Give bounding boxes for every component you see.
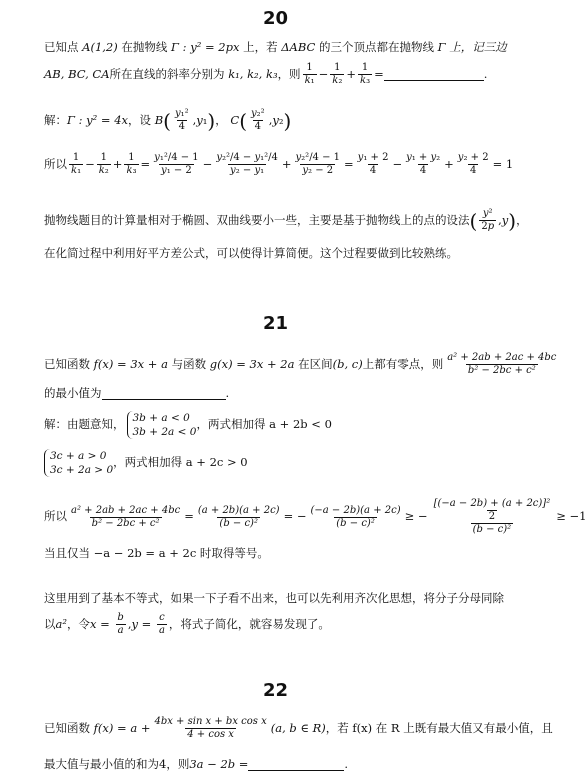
text: 抛物线题目的计算量相对于椭圆、双曲线要小一些，主要是基于抛物线上的点的设法 bbox=[44, 212, 470, 227]
text: 所以 bbox=[44, 156, 67, 171]
problem-21-equality-line: 当且仅当 −a − 2b = a + 2c 时取得等号。 bbox=[44, 546, 269, 560]
math: ≥ −1 bbox=[556, 509, 586, 524]
problem-21-chain-line: 所以 $\frac{\text{a² + 2ab + 2ac + 4bc}}{\text{b² − 2bc + c²}}$ = $\frac{(a + 2b)(a + 2c)}{\text{(b − c)²}}$ = − $\frac{(-a - 2b)(a + 2c)}{\text{(b − c)²}}$ ≥ − $\frac{\frac{\text{[(−a − 2b) + (a + 2c)]²}}{2}}{\text{(b − c)²}}$ ≥ −1 bbox=[44, 498, 586, 535]
answer-blank bbox=[248, 758, 344, 771]
math: (b, c) bbox=[332, 356, 363, 371]
problem-number: 22 bbox=[262, 680, 289, 701]
text: 的三个顶点都在抛物线 bbox=[318, 40, 434, 54]
problem-21-question-line-2: 的最小值为 . bbox=[44, 385, 230, 400]
text: 最大值与最小值的和为 bbox=[44, 756, 159, 771]
text: ，两式相加得 a + 2b < 0 bbox=[196, 417, 332, 432]
fraction: $\frac{\text{a² + 2ab + 2ac + 4bc}}{\text{b² − 2bc + c²}}$ bbox=[71, 504, 181, 529]
fraction: $\frac{\text{y₁ + 2}}{4}$ bbox=[357, 152, 389, 176]
text: ，设 bbox=[128, 112, 152, 127]
math: ΔABC bbox=[281, 40, 316, 54]
text: 与函数 bbox=[171, 356, 207, 371]
math: (a, b ∈ R) bbox=[270, 720, 326, 735]
fraction: $\frac{(-a - 2b)(a + 2c)}{\text{(b − c)²}}$ bbox=[310, 504, 401, 529]
text: 以 bbox=[44, 616, 56, 631]
problem-20-comment-line-2: 在化简过程中利用好平方差公式，可以使得计算简便。这个过程要做到比较熟练。 bbox=[44, 246, 458, 260]
text: 在区间 bbox=[298, 356, 333, 371]
text: Γ 上，记三边 bbox=[437, 40, 507, 54]
math: AB, BC, CA bbox=[44, 66, 110, 81]
fraction: $\frac{c}{a}$ bbox=[158, 612, 165, 636]
problem-20-question-line-1 bbox=[44, 42, 507, 54]
problem-20-comment-line-1: 抛物线题目的计算量相对于椭圆、双曲线要小一些，主要是基于抛物线上的点的设法 ( $\frac{\text{y²}}{2p}$ , y ) ， bbox=[44, 208, 528, 233]
fraction: $\frac{\text{y₂²/4 − 1}}{\text{y₂ − 2}}$ bbox=[295, 152, 341, 176]
text: 解：由题意知， bbox=[44, 417, 125, 432]
fraction: $\frac{\text{y₁ + y₂}}{4}$ bbox=[406, 152, 441, 176]
text: 所以 bbox=[44, 509, 67, 524]
math: Γ : y² = 4x bbox=[67, 112, 129, 127]
problem-21-comment-line-2: 以 a² ，令 x = $\frac{b}{a}$ , y = $\frac{c}{a}$ ，将式子简化，就容易发现了。 bbox=[44, 612, 330, 636]
problem-22-question-line-1 bbox=[44, 716, 553, 741]
math: 3b + 2a < 0 bbox=[132, 426, 197, 439]
text: 所在直线的斜率分别为 bbox=[109, 66, 225, 81]
math: k₁, k₂, k₃ bbox=[228, 66, 278, 81]
fraction: $\frac{\text{4bx + sin x + bx cos x}}{\text{4 + cos x}}$ bbox=[154, 716, 267, 740]
problem-21-question-line-1 bbox=[44, 352, 560, 377]
text: ，将式子简化，就容易发现了。 bbox=[168, 616, 330, 631]
fraction: $\frac{\text{y₂ + 2}}{4}$ bbox=[457, 152, 489, 176]
fraction: $\frac{\text{y₂²}}{4}$ bbox=[251, 108, 265, 132]
text: 在抛物线 bbox=[121, 40, 168, 54]
fraction: $\frac{\text{y₁²}}{4}$ bbox=[174, 108, 189, 132]
math: C bbox=[230, 112, 240, 127]
problem-number: 20 bbox=[262, 8, 289, 29]
problem-21-solution-line-2 bbox=[44, 449, 248, 477]
fraction: $\frac{1}{\text{k₂}}$ bbox=[98, 152, 109, 176]
answer-blank bbox=[384, 68, 484, 81]
problem-22-question-line-2: 最大值与最小值的和为 4 ，则 3a − 2b = . bbox=[44, 756, 349, 771]
text: 已知函数 bbox=[44, 720, 90, 735]
fraction: $\frac{\text{a² + 2ab + 2ac + 4bc}}{\text{b² − 2bc + c²}}$ bbox=[447, 352, 557, 376]
inequality-system bbox=[127, 411, 197, 439]
problem-20-solution-line: 解： Γ : y² = 4x ，设 B ( $\frac{\text{y₁²}}{4}$ , y ₁ ) ， C ( $\frac{\text{y₂²}}{4}$ , y ₂ ) bbox=[44, 108, 292, 133]
text: 已知函数 bbox=[44, 356, 90, 371]
fraction: $\frac{1}{\text{k₃}}$ bbox=[360, 62, 371, 86]
fraction: $\frac{(a + 2b)(a + 2c)}{\text{(b − c)²}}$ bbox=[197, 504, 280, 529]
text: ，则 bbox=[166, 756, 190, 771]
problem-number: 21 bbox=[262, 313, 289, 334]
math: = 1 bbox=[492, 156, 514, 171]
problem-21-solution-line-1 bbox=[44, 411, 332, 439]
fraction: $\frac{b}{a}$ bbox=[117, 612, 124, 636]
math: a² bbox=[55, 616, 67, 631]
text: ，若 f(x) 在 R 上既有最大值又有最小值，且 bbox=[325, 720, 553, 735]
fraction: $\frac{\text{y²}}{2p}$ bbox=[481, 208, 495, 232]
problem-20-sum-line: 所以 $\frac{1}{\text{k₁}}$ − $\frac{1}{\text{k₂}}$ + $\frac{1}{\text{k₃}}$ = $\frac{\text{y₁²/4 − 1}}{\text{y₁ − 2}}$ − $\frac{\text{y₂²/4 − y₁²/4}}{\text{y₂ − y₁}}$ + $\frac{\text{y₂²/4 − 1}}{\text{y₂ − 2}}$ = $\frac{\text{y₁ + 2}}{4}$ − $\frac{\text{y₁ + y₂}}{4}$ + $\frac{\text{y₂ + 2}}{4}$ = 1 bbox=[44, 152, 514, 176]
text: 上都有零点，则 bbox=[362, 356, 444, 371]
fraction: $\frac{1}{\text{k₃}}$ bbox=[126, 152, 137, 176]
text: ，两式相加得 a + 2c > 0 bbox=[113, 455, 248, 470]
fraction: $\frac{1}{\text{k₁}}$ bbox=[304, 62, 315, 86]
fraction: $\frac{\frac{\text{[(−a − 2b) + (a + 2c)]²}}{2}}{\text{(b − c)²}}$ bbox=[433, 498, 551, 535]
fraction: $\frac{1}{\text{k₂}}$ bbox=[332, 62, 343, 86]
text: 上，若 bbox=[243, 40, 278, 54]
math: 4 bbox=[159, 756, 167, 771]
problem-21-comment-line-1: 这里用到了基本不等式，如果一下子看不出来，也可以先利用齐次化思想，将分子分母同除 bbox=[44, 591, 504, 605]
math: 3b + a < 0 bbox=[132, 412, 190, 424]
math: Γ : y² = 2px bbox=[171, 40, 240, 54]
math: f(x) = a + bbox=[93, 720, 151, 735]
math: B bbox=[154, 112, 164, 127]
problem-20-question-line-2: AB, BC, CA 所在直线的斜率分别为 k₁, k₂, k₃ ，则 $\frac{1}{\text{k₁}}$ − $\frac{1}{\text{k₂}}$ + $\frac{1}{\text{k₃}}$ = . bbox=[44, 62, 488, 86]
text: ，则 bbox=[277, 66, 301, 81]
math: 3a − 2b = bbox=[189, 756, 249, 771]
text: ，令 bbox=[66, 616, 90, 631]
math: 3c + a > 0 bbox=[50, 450, 107, 462]
fraction: $\frac{\text{y₂²/4 − y₁²/4}}{\text{y₂ − y₁}}$ bbox=[216, 152, 278, 176]
fraction: $\frac{1}{\text{k₁}}$ bbox=[71, 152, 82, 176]
math: A(1,2) bbox=[82, 40, 118, 54]
math: f(x) = 3x + a bbox=[93, 356, 168, 371]
answer-blank bbox=[102, 387, 226, 400]
math: g(x) = 3x + 2a bbox=[209, 356, 295, 371]
inequality-system bbox=[44, 449, 113, 477]
text: 解： bbox=[44, 112, 67, 127]
math: 3c + 2a > 0 bbox=[50, 464, 114, 477]
text: 的最小值为 bbox=[44, 385, 102, 400]
fraction: $\frac{\text{y₁²/4 − 1}}{\text{y₁ − 2}}$ bbox=[154, 152, 199, 176]
text: 已知点 bbox=[44, 40, 79, 54]
